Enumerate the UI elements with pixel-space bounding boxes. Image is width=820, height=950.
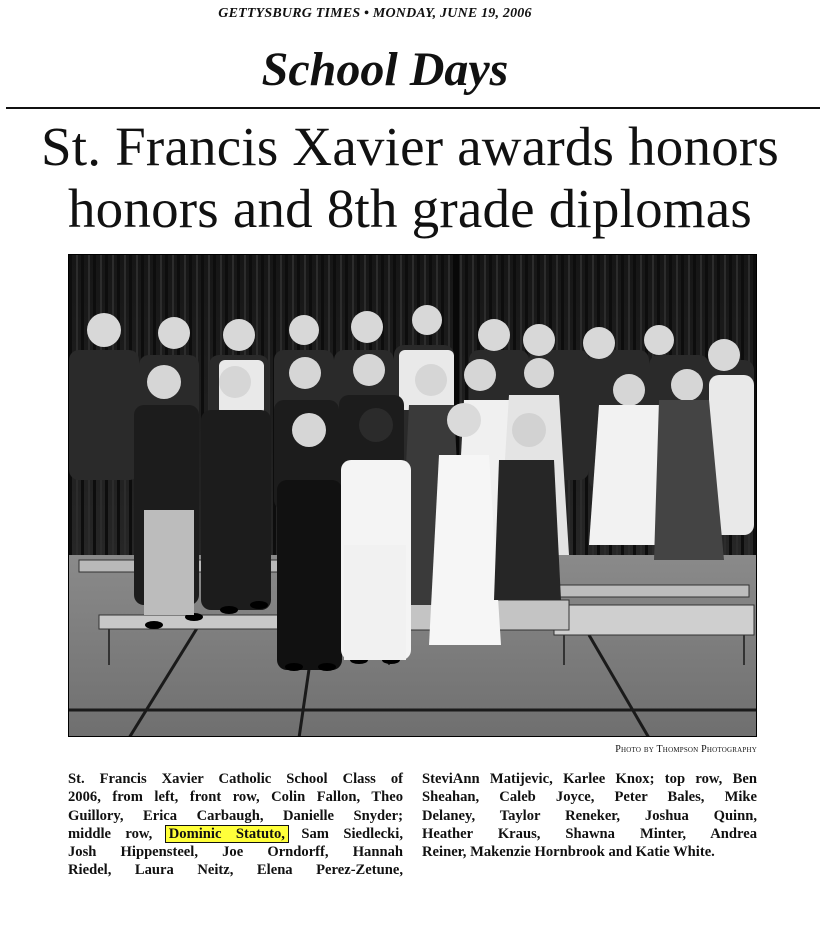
headline-line-1: St. Francis Xavier awards honors bbox=[40, 116, 780, 177]
caption-line: Josh Hippensteel, Joe Orndorff, Hannah bbox=[68, 844, 403, 861]
section-title: School Days bbox=[261, 43, 509, 96]
photo-credit: Photo by Thompson Photography bbox=[615, 744, 757, 755]
group-photo-illustration bbox=[69, 255, 757, 737]
caption-line: Reiner, Makenzie Hornbrook and Katie White. bbox=[422, 844, 715, 861]
caption-column-left bbox=[68, 770, 403, 880]
caption-line-highlight bbox=[68, 825, 403, 843]
caption-column-right bbox=[422, 770, 757, 861]
caption-line: St. Francis Xavier Catholic School Class of bbox=[68, 771, 403, 787]
group-photo bbox=[68, 254, 757, 737]
caption-line: Sheahan, Caleb Joyce, Peter Bales, Mike bbox=[422, 789, 757, 806]
caption-line: Heather Kraus, Shawna Minter, Andrea bbox=[422, 825, 757, 842]
article-headline bbox=[0, 116, 820, 240]
caption-line: Guillory, Erica Carbaugh, Danielle Snyder; bbox=[68, 807, 403, 824]
newspaper-masthead: GETTYSBURG TIMES • MONDAY, JUNE 19, 2006 bbox=[218, 6, 532, 21]
caption-line: Riedel, Laura Neitz, Elena Perez-Zetune, bbox=[68, 862, 403, 879]
caption-text: Sam Siedlecki, bbox=[301, 825, 403, 842]
caption-line: 2006, from left, front row, Colin Fallon, Theo bbox=[68, 789, 403, 806]
caption-text: middle row, bbox=[68, 825, 153, 842]
highlighted-name: Dominic Statuto, bbox=[165, 825, 289, 843]
caption-line: Delaney, Taylor Reneker, Joshua Quinn, bbox=[422, 807, 757, 824]
headline-line-2: honors and 8th grade diplomas bbox=[67, 178, 752, 239]
section-divider bbox=[6, 107, 820, 109]
caption-line: SteviAnn Matijevic, Karlee Knox; top row, Ben bbox=[422, 771, 757, 787]
